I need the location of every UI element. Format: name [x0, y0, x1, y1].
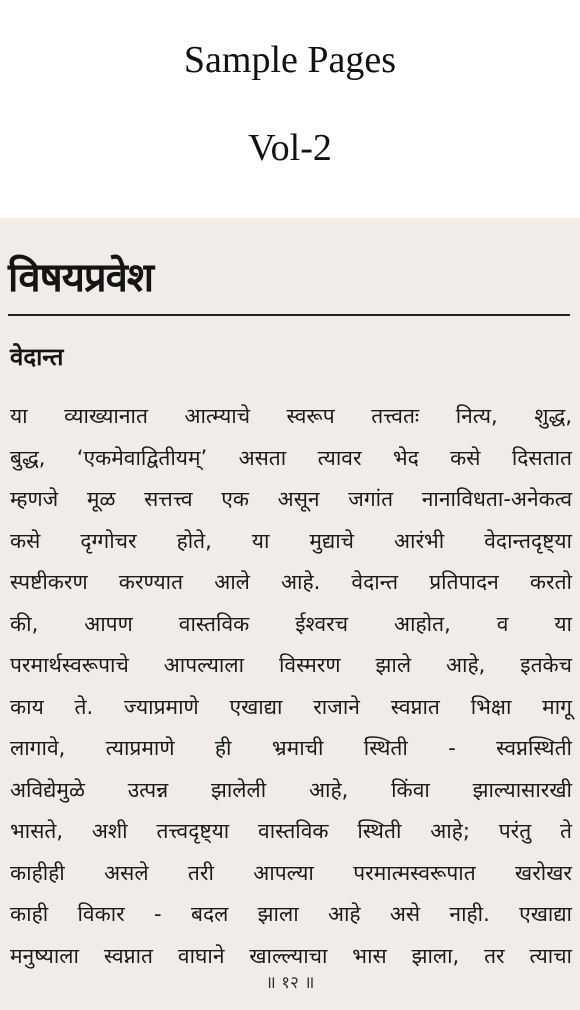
chapter-divider	[8, 314, 570, 316]
text-line: या व्याख्यानात आत्म्याचे स्वरूप तत्त्वतः नित्य, शुद्ध,	[10, 404, 572, 428]
sample-header	[0, 0, 580, 218]
page-number: ॥ १२ ॥	[265, 973, 315, 993]
volume-label: Vol-2	[248, 127, 332, 169]
sample-pages-title: Sample Pages	[183, 39, 397, 81]
text-line: बुद्ध, ‘एकमेवाद्वितीयम्’ असता त्यावर भेद कसे दिसतात	[10, 445, 572, 470]
section-heading: वेदान्त	[10, 343, 64, 371]
text-line: मनुष्याला स्वप्नात वाघाने खाल्ल्याचा भास झाला, तर त्याचा	[10, 943, 572, 968]
text-line: भासते, अशी तत्त्वदृष्ट्या वास्तविक स्थिती आहे; परंतु ते	[10, 819, 572, 843]
text-line: म्हणजे मूळ सत्तत्त्व एक असून जगांत नानाविधता-अनेकत्व	[10, 487, 572, 511]
chapter-title: विषयप्रवेश	[8, 255, 154, 301]
text-line: काहीही असले तरी आपल्या परमात्मस्वरूपात खरोखर	[10, 860, 572, 885]
scanned-page	[0, 218, 580, 1010]
text-line: कसे दृग्गोचर होते, या मुद्याचे आरंभी वेदान्तदृष्ट्या	[10, 528, 572, 553]
text-line: काय ते. ज्याप्रमाणे एखाद्या राजाने स्वप्नात भिक्षा मागू	[10, 694, 572, 719]
text-line: काही विकार - बदल झाला आहे असे नाही. एखाद्या	[10, 902, 572, 926]
text-line: परमार्थस्वरूपाचे आपल्याला विस्मरण झाले आहे, इतकेच	[10, 653, 572, 677]
text-line: लागावे, त्याप्रमाणे ही भ्रमाची स्थिती - स्वप्नस्थिती	[10, 736, 572, 760]
text-line: स्पष्टीकरण करण्यात आले आहे. वेदान्त प्रतिपादन करतो	[10, 570, 572, 594]
text-line: अविद्येमुळे उत्पन्न झालेली आहे, किंवा झाल्यासारखी	[10, 777, 572, 802]
body-paragraph	[10, 396, 572, 977]
text-line: की, आपण वास्तविक ईश्वरच आहोत, व या	[10, 611, 572, 636]
